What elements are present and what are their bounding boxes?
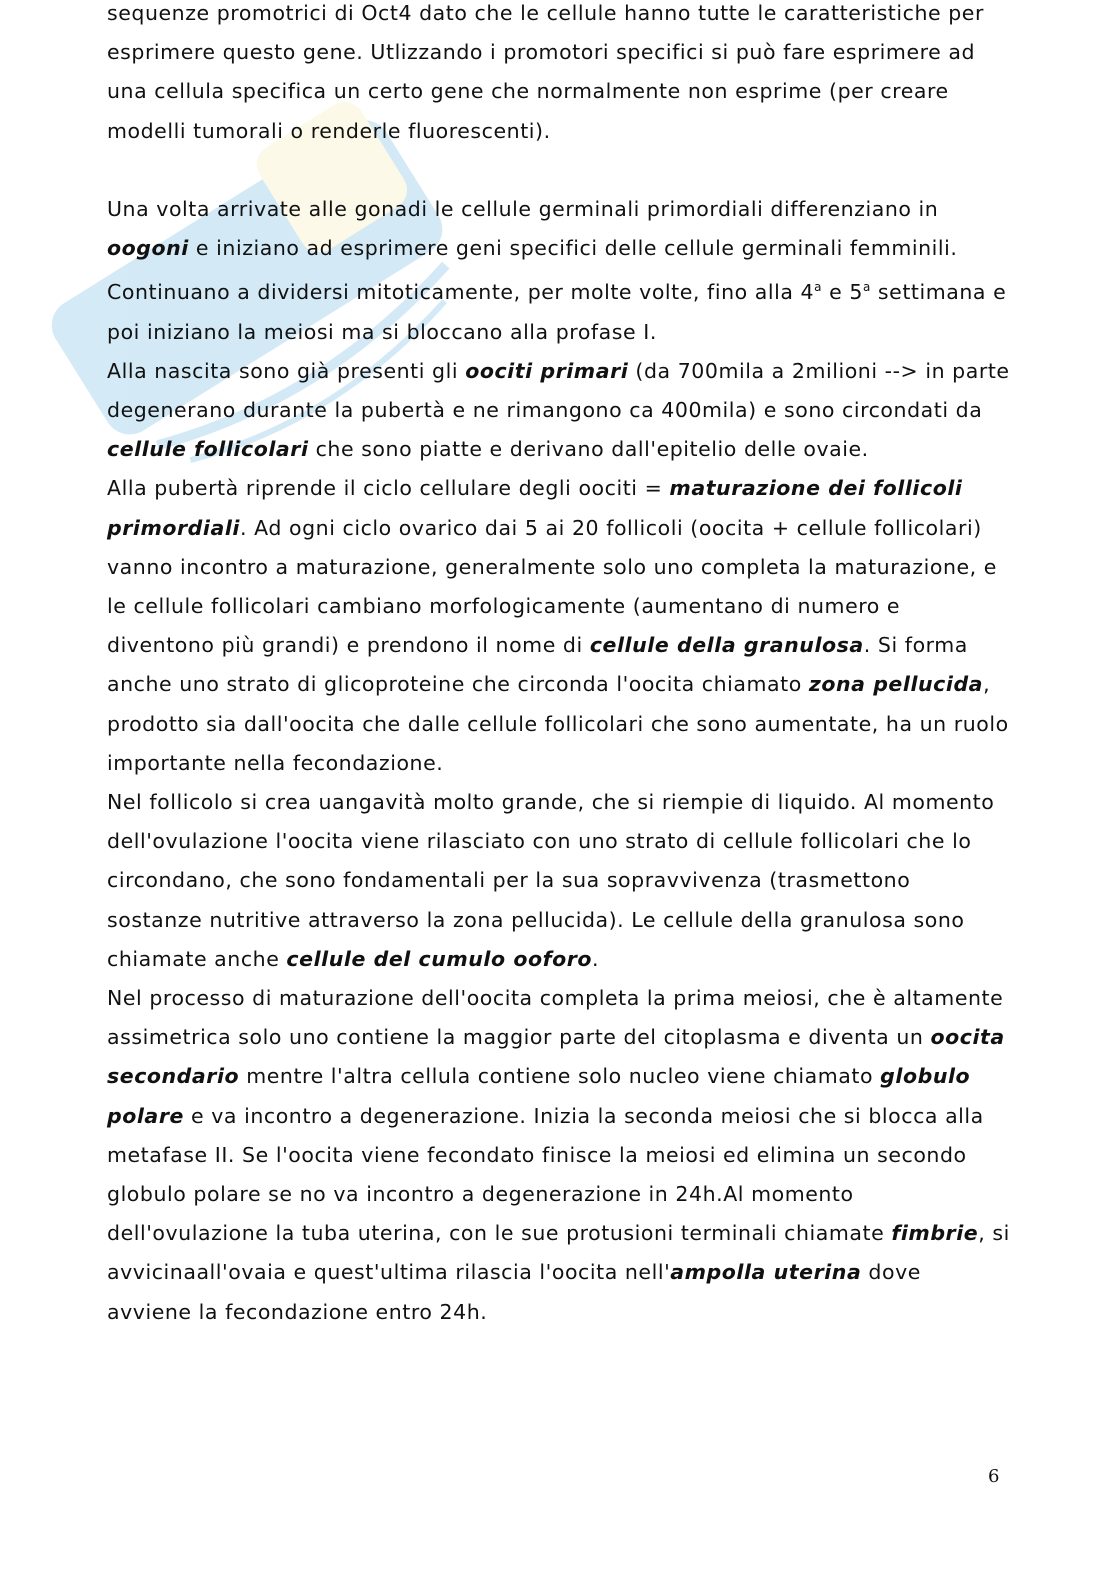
text-run: Nel processo di maturazione dell'oocita completa la prima meiosi, che è altamente assimetrica solo uno contiene la maggior parte del citoplasma e diventa un	[107, 986, 1004, 1050]
key-term: oogoni	[107, 236, 189, 261]
text-run: , prodotto sia dall'oocita che dalle cellule follicolari che sono aumentate, ha un ruolo importante nella fecondazione.	[107, 672, 1009, 775]
key-term: oocita secondario	[107, 1025, 1005, 1089]
text-run: mentre l'altra cellula contiene solo nucleo viene chiamato	[239, 1064, 881, 1089]
key-term: maturazione dei follicoli primordiali	[107, 476, 963, 540]
text-run: Alla pubertà riprende il ciclo cellulare degli oociti =	[107, 476, 670, 501]
text-run: sequenze promotrici di Oct4 dato che le cellule hanno tutte le caratteristiche per esprimere questo gene. Utlizzando i promotori specifici si può fare esprimere ad una cellula specifica un certo gene che normalmente non esprime (per creare modelli tumorali o renderle fluorescenti).	[107, 1, 984, 143]
text-run: settimana e poi iniziano la meiosi ma si bloccano alla profase I.	[107, 280, 1007, 344]
key-term: zona pellucida	[808, 672, 984, 697]
text-run: .	[592, 946, 600, 971]
text-run: (da 700mila a 2milioni --> in parte degenerano durante la pubertà e ne rimangono ca 400mila) e sono circondati da	[107, 358, 1010, 423]
paragraph	[107, 352, 1012, 470]
key-term: oociti primari	[465, 358, 629, 383]
page-number: 6	[988, 1466, 1000, 1487]
key-term: cellule del cumulo ooforo	[286, 946, 592, 971]
text-run: che sono piatte e derivano dall'epitelio delle ovaie.	[308, 437, 869, 462]
body-text	[107, 0, 1012, 1332]
key-term: fimbrie	[891, 1221, 979, 1246]
key-term: ampolla uterina	[670, 1260, 862, 1285]
key-term: cellule follicolari	[107, 437, 309, 462]
paragraph	[107, 0, 1012, 151]
paragraph	[107, 979, 1012, 1332]
paragraph-gap	[107, 151, 1012, 190]
text-run: dove avviene la fecondazione entro 24h.	[107, 1260, 921, 1324]
text-run: . Ad ogni ciclo ovarico dai 5 ai 20 follicoli (oocita + cellule follicolari) vanno incontro a maturazione, generalmente solo uno completa la maturazione, e le cellule follicolari cambiano morfologicamente (aumentano di numero e diventono più grandi) e prendono il nome di	[107, 515, 997, 658]
paragraph	[107, 190, 1012, 352]
paragraph	[107, 783, 1012, 979]
text-run: Una volta arrivate alle gonadi le cellule germinali primordiali differenziano in	[107, 197, 939, 221]
text-run: e 5	[822, 280, 863, 305]
text-run: e va incontro a degenerazione. Inizia la seconda meiosi che si blocca alla metafase II. Se l'oocita viene fecondato finisce la meiosi ed elimina un secondo globulo polare se no va incontro a degenerazione in 24h.Al momento dell'ovulazione la tuba uterina, con le sue protusioni terminali chiamate	[107, 1103, 984, 1246]
key-term: cellule della granulosa	[589, 633, 864, 658]
text-run: e iniziano ad esprimere geni specifici delle cellule germinali femminili. Continuano a dividersi mitoticamente, per molte volte, fino alla 4	[107, 236, 958, 305]
text-run: , si avvicinaall'ovaia e quest'ultima rilascia l'oocita nell'	[107, 1221, 1010, 1285]
superscript: a	[814, 280, 823, 295]
text-run: . Si forma anche uno strato di glicoproteine che circonda l'oocita chiamato	[107, 633, 968, 697]
superscript: a	[862, 280, 871, 295]
key-term: globulo polare	[107, 1064, 971, 1128]
text-run: Nel follicolo si crea uangavità molto grande, che si riempie di liquido. Al momento dell'ovulazione l'oocita viene rilasciato con uno strato di cellule follicolari che lo circondano, che sono fondamentali per la sua sopravvivenza (trasmettono sostanze nutritive attraverso la zona pellucida). Le cellule della granulosa sono chiamate anche	[107, 790, 995, 971]
paragraph	[107, 469, 1012, 783]
text-run: Alla nascita sono già presenti gli	[107, 358, 466, 383]
